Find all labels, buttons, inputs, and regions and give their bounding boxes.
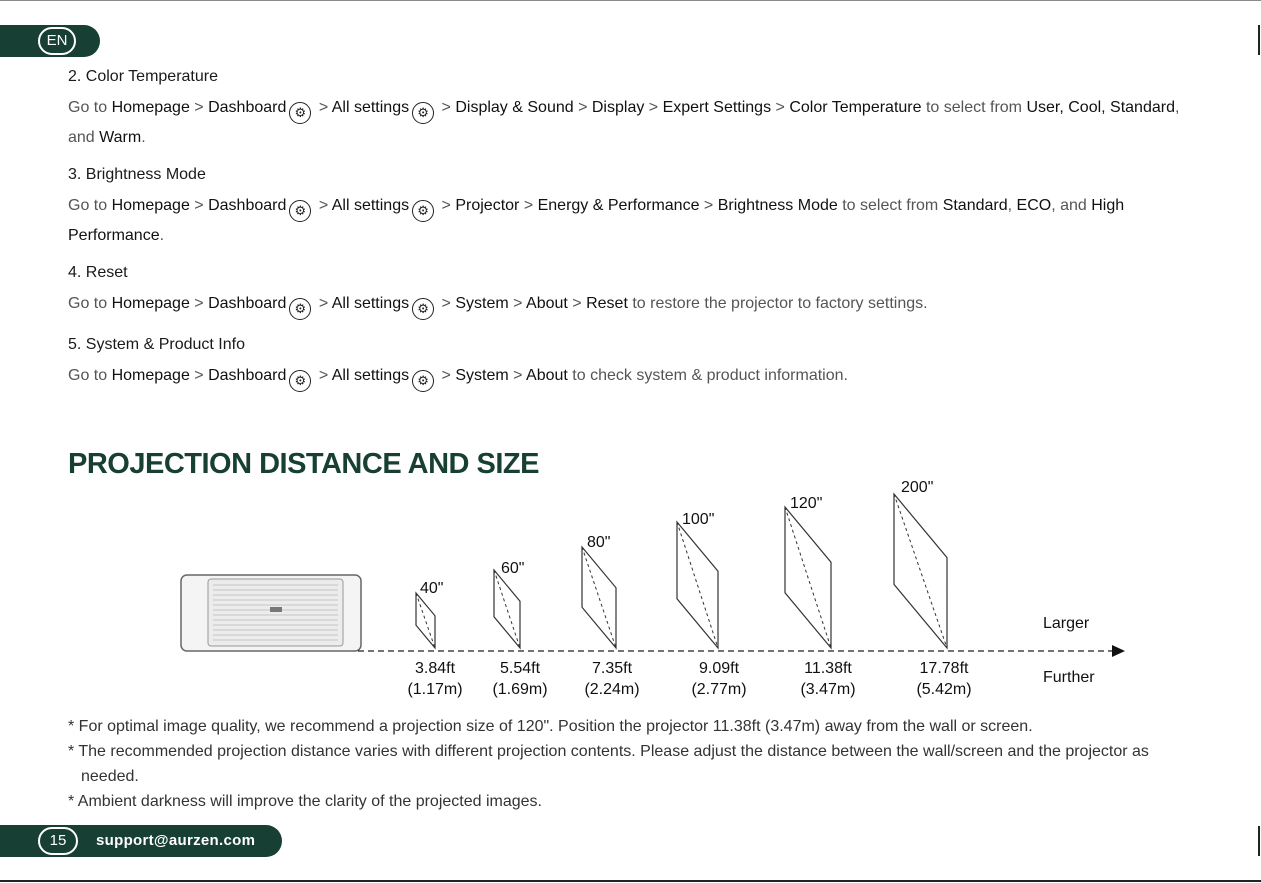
projection-screen	[677, 511, 747, 698]
instruction-text: >	[508, 367, 527, 384]
menu-path-term: Display & Sound	[455, 99, 574, 116]
axis-label-further: Further	[1043, 669, 1095, 686]
screen-size-label: 120"	[790, 495, 823, 512]
instruction-text: , and	[1051, 197, 1092, 214]
instruction-text: >	[771, 99, 790, 116]
projector-illustration	[181, 575, 361, 651]
menu-path-term: Homepage	[111, 99, 190, 116]
menu-path-term: All settings	[331, 197, 410, 214]
menu-path-term: All settings	[331, 295, 410, 312]
menu-path-term: All settings	[331, 99, 410, 116]
note-item: * The recommended projection distance varies with different projection contents. Please adjust the distance between the wall/screen and the projector as needed.	[68, 743, 1149, 785]
menu-path-term: Expert Settings	[662, 99, 772, 116]
screen-size-label: 60"	[501, 560, 525, 577]
instruction-text: >	[644, 99, 663, 116]
instruction-text: to select from	[837, 197, 943, 214]
distance-ft-label: 5.54ft	[499, 660, 541, 677]
instruction-text: >	[189, 295, 209, 312]
instruction-text: >	[437, 197, 456, 214]
menu-path-term: About	[526, 367, 568, 384]
distance-m-label: (3.47m)	[800, 681, 856, 698]
menu-path-term: Color Temperature	[789, 99, 922, 116]
language-badge: EN	[38, 27, 76, 55]
section-heading: 5. System & Product Info	[68, 336, 245, 353]
menu-path-term: Homepage	[111, 367, 190, 384]
instruction-text: >	[189, 367, 209, 384]
menu-path-term: User, Cool, Standard	[1026, 99, 1175, 116]
menu-path-term: Projector	[455, 197, 520, 214]
gear-icon: ⚙	[412, 298, 434, 320]
axis-arrow-icon	[1112, 645, 1125, 657]
menu-path-term: Dashboard	[208, 197, 287, 214]
axis-label-larger: Larger	[1043, 615, 1090, 632]
instruction-text: >	[437, 99, 456, 116]
gear-icon: ⚙	[412, 200, 434, 222]
gear-icon: ⚙	[289, 370, 311, 392]
menu-path-term: System	[455, 295, 509, 312]
section-title: PROJECTION DISTANCE AND SIZE	[68, 448, 539, 480]
projection-screen	[785, 495, 856, 698]
instruction-text: , and	[68, 99, 1180, 146]
note-item: * Ambient darkness will improve the clarity of the projected images.	[68, 793, 542, 810]
instruction-text: >	[567, 295, 587, 312]
section-heading: 3. Brightness Mode	[68, 166, 206, 183]
instruction-text: .	[159, 227, 165, 244]
distance-m-label: (1.17m)	[407, 681, 463, 698]
instruction-text: >	[437, 367, 456, 384]
gear-icon: ⚙	[412, 102, 434, 124]
menu-path-term: About	[526, 295, 568, 312]
menu-path-term: Reset	[586, 295, 628, 312]
instruction-text: >	[573, 99, 592, 116]
menu-path-term: Dashboard	[208, 367, 287, 384]
screen-size-label: 40"	[420, 580, 444, 597]
menu-path-term: ECO	[1016, 197, 1052, 214]
menu-path-term: Dashboard	[208, 99, 287, 116]
instruction-text: >	[314, 295, 332, 312]
instruction-text: >	[314, 99, 332, 116]
support-email: support@aurzen.com	[96, 832, 256, 849]
instruction-text: >	[519, 197, 538, 214]
distance-ft-label: 7.35ft	[591, 660, 633, 677]
instruction-text: Go to	[68, 367, 112, 384]
instruction-text: ,	[1007, 197, 1017, 214]
gear-icon: ⚙	[289, 200, 311, 222]
menu-path-term: Brightness Mode	[717, 197, 838, 214]
gear-icon: ⚙	[412, 370, 434, 392]
projection-screen	[492, 560, 547, 698]
instruction-text: Go to	[68, 99, 112, 116]
instruction-text: >	[189, 197, 209, 214]
instruction-text: >	[314, 367, 332, 384]
instruction-text: >	[508, 295, 527, 312]
distance-ft-label: 3.84ft	[414, 660, 456, 677]
instruction-text: .	[141, 129, 146, 146]
section-heading: 2. Color Temperature	[68, 68, 218, 85]
projection-screen	[407, 580, 462, 698]
screen-size-label: 100"	[682, 511, 715, 528]
instruction-text: to select from	[921, 99, 1027, 116]
menu-path-term: Energy & Performance	[537, 197, 700, 214]
distance-m-label: (5.42m)	[916, 681, 972, 698]
menu-path-term: Homepage	[111, 197, 190, 214]
section-heading: 4. Reset	[68, 264, 128, 281]
distance-ft-label: 17.78ft	[919, 660, 969, 677]
menu-path-term: Display	[591, 99, 645, 116]
screen-size-label: 80"	[587, 534, 611, 551]
menu-path-term: System	[455, 367, 509, 384]
distance-ft-label: 9.09ft	[698, 660, 740, 677]
gear-icon: ⚙	[289, 102, 311, 124]
distance-m-label: (1.69m)	[492, 681, 548, 698]
notes	[68, 714, 1208, 814]
screen-size-label: 200"	[901, 479, 934, 496]
menu-path-term: Standard	[942, 197, 1008, 214]
projection-screen	[894, 479, 972, 698]
distance-ft-label: 11.38ft	[804, 660, 852, 677]
menu-path-term: Homepage	[111, 295, 190, 312]
instruction-text: >	[437, 295, 456, 312]
projection-screen	[582, 534, 640, 698]
gear-icon: ⚙	[289, 298, 311, 320]
instruction-text: >	[699, 197, 718, 214]
page-number: 15	[38, 827, 78, 855]
menu-path-term: High Performance	[68, 197, 1125, 244]
instruction-text: >	[314, 197, 332, 214]
note-item: * For optimal image quality, we recommend a projection size of 120". Position the projector 11.38ft (3.47m) away from the wall or screen.	[68, 718, 1033, 735]
instruction-text: to restore the projector to factory settings.	[627, 295, 928, 312]
instruction-text: to check system & product information.	[567, 367, 848, 384]
menu-path-term: All settings	[331, 367, 410, 384]
distance-m-label: (2.24m)	[584, 681, 640, 698]
instruction-text: Go to	[68, 197, 112, 214]
menu-path-term: Warm	[99, 129, 142, 146]
menu-path-term: Dashboard	[208, 295, 287, 312]
distance-m-label: (2.77m)	[691, 681, 747, 698]
instruction-text: >	[189, 99, 209, 116]
instruction-text: Go to	[68, 295, 112, 312]
